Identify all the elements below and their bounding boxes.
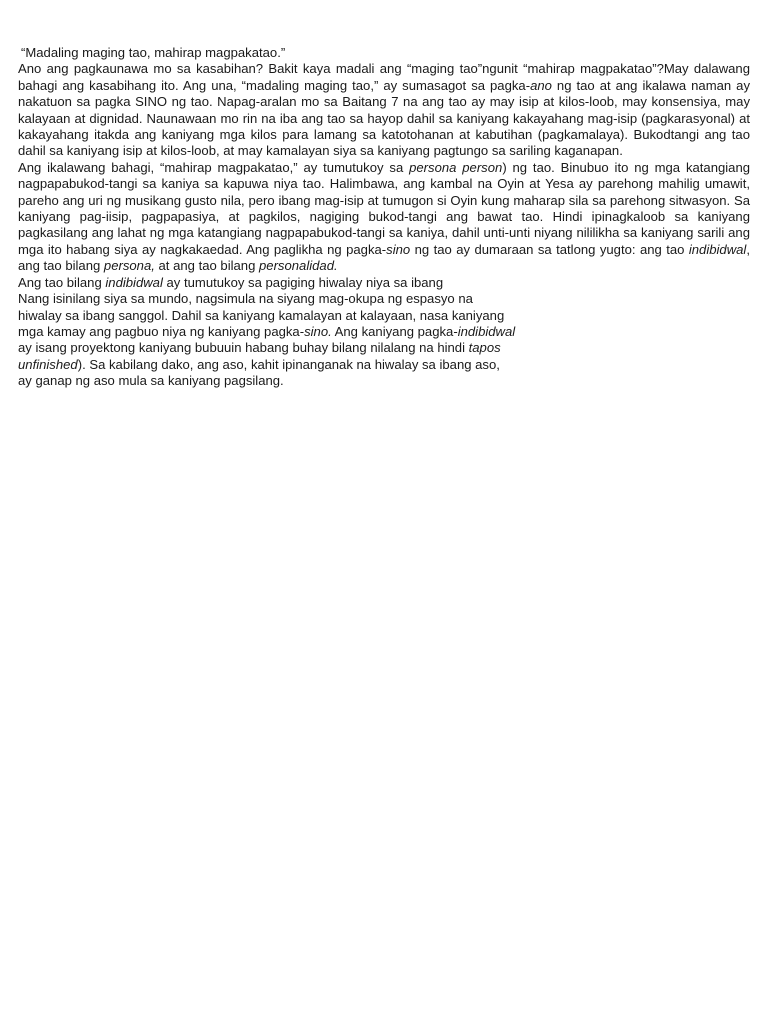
paragraph-3-line-5-tapos: tapos (468, 340, 501, 356)
document-page (18, 45, 750, 390)
paragraph-2-text-c: ng tao ay dumaraan sa tatlong yugto: ang tao (410, 241, 689, 257)
paragraph-3-line-4-b: Ang kaniyang pagka- (331, 323, 458, 339)
paragraph-1-ano: ano (530, 77, 552, 93)
paragraph-3-line-5 (18, 340, 750, 356)
quote-heading: “Madaling maging tao, mahirap magpakatao.” (21, 45, 286, 60)
paragraph-2-persona-person: persona person (409, 159, 503, 175)
paragraph-3-line-1-a: Ang tao bilang (18, 274, 106, 290)
paragraph-3-line-1-indibidwal: indibidwal (105, 274, 163, 290)
paragraph-3-line-6 (18, 357, 750, 373)
paragraph-2-sino: sino (386, 241, 411, 257)
paragraph-3-line-1-b: ay tumutukoy sa pagiging hiwalay niya sa ibang (162, 274, 444, 290)
paragraph-2-personalidad: personalidad. (259, 258, 338, 274)
paragraph-3-line-4 (18, 324, 750, 340)
paragraph-3-line-7: ay ganap ng aso mula sa kaniyang pagsilang. (18, 373, 284, 389)
paragraph-1 (18, 61, 750, 159)
paragraph-2-text-e: at ang tao bilang (154, 258, 259, 274)
paragraph-3-line-4-indibidwal: indibidwal (457, 323, 516, 339)
paragraph-3-line-5-a: ay isang proyektong kaniyang bubuuin habang buhay bilang nilalang na hindi (18, 340, 469, 356)
paragraph-1-text-a: Ano ang pagkaunawa mo sa kasabihan? Bakit kaya madali ang “maging tao”ngunit “mahirap magpakatao”?May dalawang bahagi ang kasabihang ito. Ang una, “madaling maging tao,” ay sumasagot sa pagka- (18, 61, 750, 93)
paragraph-3-line-4-sino: sino. (304, 323, 332, 339)
paragraph-3-line-3: hiwalay sa ibang sanggol. Dahil sa kaniyang kamalayan at kalayaan, nasa kaniyang (18, 307, 505, 323)
paragraph-3-line-6-unfinished: unfinished (18, 356, 78, 372)
paragraph-3 (18, 275, 750, 390)
paragraph-3-line-6-b: ). Sa kabilang dako, ang aso, kahit ipinanganak na hiwalay sa ibang aso, (77, 356, 500, 372)
paragraph-3-line-2: Nang isinilang siya sa mundo, nagsimula na siyang mag-okupa ng espasyo na (18, 291, 473, 307)
paragraph-3-line-4-a: mga kamay ang pagbuo niya ng kaniyang pagka- (18, 323, 305, 339)
paragraph-2-persona: persona, (103, 258, 155, 274)
paragraph-2-text-b: ) ng tao. Binubuo ito ng mga katangiang nagpapabukod-tangi sa kaniya sa kapuwa niya tao. Halimbawa, ang kambal na Oyin at Yesa ay parehong mahilig umawit, pareho ang uri ng musikang gusto nila, pero ibang mag-isip at tumugon si Oyin kung maharap sila sa parehong sitwasyon. Sa kaniyang pag-iisip, pagpapasiya, at pagkilos, nagiging bukod-tangi ang bawat tao. Hindi ipinagkaloob sa kaniyang pagkasilang ang lahat ng mga katangiang nagpapabukod-tangi sa kaniya, dahil unti-unti niyang nililikha sa kaniyang sarili ang mga ito habang siya ay nagkakaedad. Ang paglikha ng pagka- (18, 159, 751, 257)
paragraph-1-text-b: ng tao at ang ikalawa naman ay nakatuon sa pagka SINO ng tao. Napag-aralan mo sa Baitang 7 na ang tao ay may isip at kilos-loob, may konsensiya, may kalayaan at dignidad. Naunawaan mo rin na iba ang tao sa hayop dahil sa kaniyang kakayahang mag-isip (pagkarasyonal) at kakayahang itakda ang kaniyang mga kilos para lamang sa katotohanan at kabutihan (pagkamalaya). Bukodtangi ang tao dahil sa kaniyang isip at kilos-loob, at may kamalayan siya sa kaniyang pagtungo sa sariling kaganapan. (18, 77, 750, 159)
paragraph-2 (18, 160, 750, 275)
paragraph-2-text-a: Ang ikalawang bahagi, “mahirap magpakatao,” ay tumutukoy sa (18, 159, 410, 175)
paragraph-3-line-1 (18, 275, 750, 291)
paragraph-2-indibidwal: indibidwal (688, 241, 747, 257)
paragraph-2-text-d: , ang tao bilang (18, 241, 750, 274)
